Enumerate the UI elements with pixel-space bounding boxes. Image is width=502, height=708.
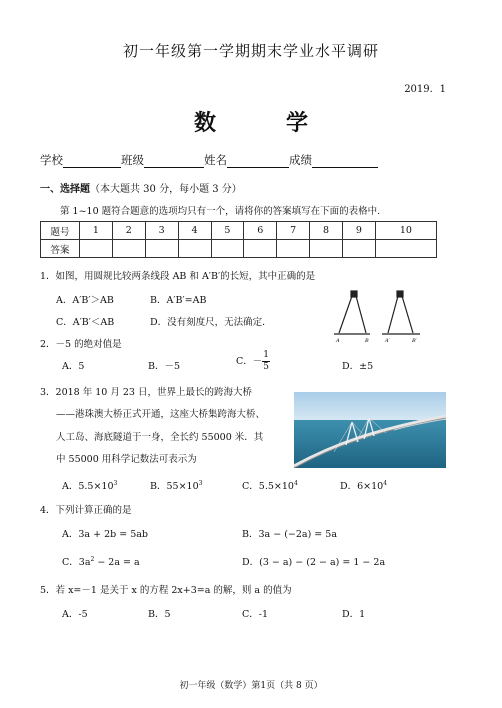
q2-option-b: B．－5 — [148, 361, 181, 372]
q5-option-d: D．1 — [342, 609, 366, 620]
answer-cell[interactable] — [112, 240, 145, 258]
answer-row-label: 答案 — [41, 240, 80, 258]
q4-option-d: D．(3 − a) − (2 − a) = 1 − 2a — [242, 557, 386, 568]
q2-option-d: D．±5 — [342, 361, 374, 372]
q4-option-c-post: − 2a = a — [94, 557, 140, 568]
q3-option-c-text: C．5.5×10 — [242, 481, 294, 492]
exam-title: 初一年级第一学期期末学业水平调研 — [122, 42, 379, 60]
compass-figure — [330, 288, 434, 342]
q5-option-c: C．-1 — [242, 609, 269, 620]
q3-option-d-text: D．6×10 — [340, 481, 384, 492]
q1-option-d: D．没有刻度尺，无法确定． — [150, 317, 272, 328]
q4-option-c-pre: C．3a — [62, 557, 91, 568]
q3-line1: 3．2018 年 10 月 23 日，世界上最长的跨海大桥 — [40, 387, 252, 398]
q3-line2: ——港珠澳大桥正式开通，这座大桥集跨海大桥、 — [56, 409, 266, 420]
q4-option-c-exponent: 2 — [90, 555, 95, 563]
school-label: 学校 — [40, 153, 63, 167]
q3-line3: 人工岛、海底隧道于一身，全长约 55000 米．其 — [56, 432, 264, 443]
q3-option-b — [150, 478, 202, 492]
q3-option-c-exponent: 4 — [293, 479, 298, 487]
q3-option-a — [62, 478, 117, 492]
q3-option-a-exponent: 3 — [113, 479, 118, 487]
q5-option-a: A．-5 — [62, 609, 88, 620]
answer-table-answer-row — [41, 240, 437, 258]
answer-table-number-row — [41, 222, 437, 240]
question-number-cell: 9 — [343, 222, 376, 240]
q3-option-c — [242, 478, 298, 492]
page-footer: 初一年级（数学）第1页（共 8 页） — [179, 681, 323, 691]
answer-cell[interactable] — [310, 240, 343, 258]
q4-option-a: A．3a + 2b = 5ab — [62, 529, 148, 540]
section-title: 一、选择题 — [40, 184, 90, 195]
q2-option-a: A．5 — [62, 361, 85, 372]
question-number-cell: 3 — [145, 222, 178, 240]
answer-cell[interactable] — [244, 240, 277, 258]
q2-stem: 2．－5 的绝对值是 — [40, 339, 122, 350]
answer-cell[interactable] — [277, 240, 310, 258]
subject-title: 数 学 — [193, 110, 332, 136]
q3-option-b-text: B．55×10 — [150, 481, 199, 492]
answer-cell[interactable] — [80, 240, 113, 258]
answer-table — [40, 221, 437, 258]
student-info-row — [40, 152, 378, 168]
question-number-cell: 2 — [112, 222, 145, 240]
q3-option-b-exponent: 3 — [198, 479, 203, 487]
q3-option-d-exponent: 4 — [383, 479, 388, 487]
q5-option-b: B．5 — [148, 609, 171, 620]
q2-option-c-fraction — [262, 350, 270, 373]
q1-option-b: B．A′B′=AB — [150, 295, 207, 306]
answer-cell[interactable] — [178, 240, 211, 258]
section-heading — [40, 180, 242, 195]
answer-cell[interactable] — [343, 240, 376, 258]
class-blank[interactable] — [144, 155, 204, 168]
fig-label-b-prime: B′ — [412, 338, 417, 342]
fraction-denominator: 5 — [263, 362, 270, 372]
answer-cell[interactable] — [211, 240, 244, 258]
score-blank[interactable] — [312, 155, 378, 168]
answer-cell[interactable] — [145, 240, 178, 258]
number-row-label: 题号 — [41, 222, 80, 240]
fraction-numerator: 1 — [263, 350, 270, 360]
q2-option-c — [236, 350, 270, 373]
fig-label-a-prime: A′ — [385, 338, 390, 342]
class-label: 班级 — [121, 153, 144, 167]
question-number-cell: 10 — [375, 222, 436, 240]
fig-label-b: B — [365, 338, 369, 342]
q5-stem: 5．若 x=－1 是关于 x 的方程 2x+3=a 的解，则 a 的值为 — [40, 585, 292, 596]
fig-label-a: A — [336, 338, 340, 342]
answer-cell[interactable] — [375, 240, 436, 258]
question-number-cell: 6 — [244, 222, 277, 240]
question-number-cell: 5 — [211, 222, 244, 240]
question-number-cell: 1 — [80, 222, 113, 240]
q4-option-b: B．3a − (−2a) = 5a — [242, 529, 337, 540]
q2-option-c-prefix: C．－ — [236, 356, 263, 367]
exam-date: 2019．1 — [404, 84, 446, 95]
question-number-cell: 8 — [310, 222, 343, 240]
q1-stem: 1．如图，用圆规比较两条线段 AB 和 A′B′的长短，其中正确的是 — [40, 271, 316, 282]
q3-line4: 中 55000 用科学记数法可表示为 — [56, 454, 197, 465]
q3-option-d — [340, 478, 387, 492]
score-label: 成绩 — [289, 153, 312, 167]
q1-option-a: A．A′B′＞AB — [56, 295, 114, 306]
section-note: （本大题共 30 分，每小题 3 分） — [90, 184, 242, 195]
question-number-cell: 7 — [277, 222, 310, 240]
q4-stem: 4．下列计算正确的是 — [40, 505, 132, 516]
section-instruction: 第 1~10 题符合题意的选项均只有一个，请将你的答案填写在下面的表格中. — [60, 206, 381, 217]
school-blank[interactable] — [63, 155, 121, 168]
bridge-photo — [294, 392, 446, 468]
q3-option-a-text: A．5.5×10 — [62, 481, 114, 492]
name-label: 姓名 — [204, 153, 227, 167]
q1-option-c: C．A′B′＜AB — [56, 317, 115, 328]
name-blank[interactable] — [227, 155, 289, 168]
question-number-cell: 4 — [178, 222, 211, 240]
q4-option-c — [62, 554, 140, 568]
